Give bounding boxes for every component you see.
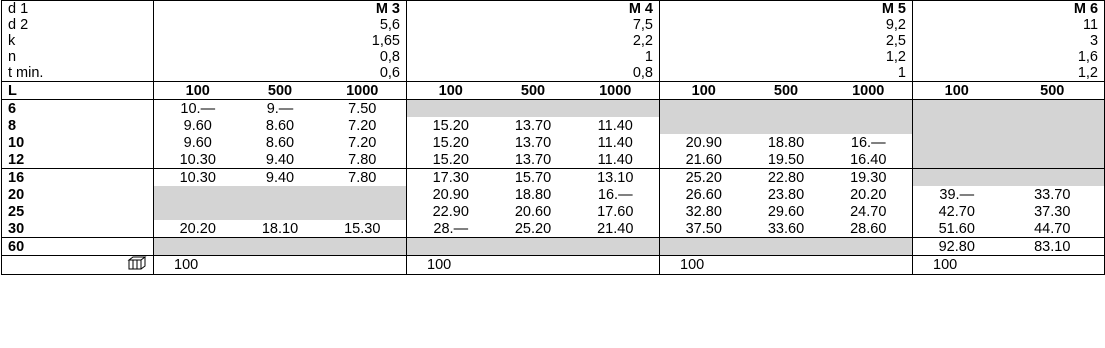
price-cell: 7.80 [348,151,377,168]
quantity-header: 1000 [572,82,660,100]
spec-value: 7,5 [407,17,660,33]
price-cell: 9.— [266,100,294,117]
price-cell: 29.60 [767,203,805,220]
price-cell: 17.60 [597,203,634,220]
price-cell [319,186,407,203]
spec-row [2,17,1105,33]
price-cell: 8.60 [265,117,295,134]
spec-value: M 6 [913,1,1105,18]
price-cell: 13.10 [572,169,660,187]
price-cell [572,238,660,256]
price-cell [748,100,825,118]
price-cell: 19.50 [767,151,805,168]
length-value: 60 [2,238,154,256]
table-row [2,203,1105,220]
spec-value: M 3 [154,1,407,18]
quantity-header: 100 [407,82,495,100]
quantity-header: 1000 [825,82,913,100]
price-cell: 16.— [850,134,886,151]
price-cell: 7.50 [348,100,377,117]
price-cell [913,169,1001,187]
table-row [2,238,1105,256]
price-cell: 10.— [154,100,242,118]
length-value: 10 [8,134,25,151]
spec-value: 2,2 [407,33,660,49]
packaging-quantity: 100 [660,256,913,275]
price-cell [1001,117,1105,134]
price-cell: 18.10 [261,220,299,237]
price-cell [319,203,407,220]
price-cell [660,117,748,134]
quantity-header: 100 [913,82,1001,100]
price-cell [495,238,572,256]
length-value: 8 [8,117,17,134]
packaging-row [2,256,1105,275]
price-cell [495,100,572,118]
spec-value: 0,6 [154,65,407,82]
spec-row [2,49,1105,65]
spec-row [2,65,1105,82]
quantity-header: 500 [495,82,572,100]
price-cell: 10.30 [154,169,242,187]
price-cell [913,100,1001,118]
price-cell: 23.80 [767,186,805,203]
spec-value: 1 [407,49,660,65]
length-value: 16 [2,169,154,187]
spec-value: 5,6 [154,17,407,33]
spec-value: 1,6 [913,49,1105,65]
price-cell: 7.20 [348,134,377,151]
price-cell: 10.30 [154,151,242,169]
quantity-header: 100 [154,82,242,100]
spec-value: M 4 [407,1,660,18]
table-row [2,134,1105,151]
price-cell [660,238,748,256]
length-value: 6 [8,100,17,117]
price-cell: 7.80 [319,169,407,187]
price-cell: 18.80 [514,186,552,203]
table-row [2,151,1105,169]
packaging-quantity: 100 [154,256,407,275]
price-cell [660,100,748,118]
spec-label: d 2 [8,17,29,33]
price-cell: 9.60 [154,134,242,151]
price-cell: 15.20 [407,117,495,134]
price-cell: 25.20 [660,169,748,187]
price-cell [1001,100,1105,118]
quantity-header: 500 [242,82,319,100]
spec-value: 11 [913,17,1105,33]
price-cell: 7.20 [348,117,377,134]
price-cell [242,186,319,203]
price-cell: 16.— [597,186,633,203]
price-table [1,0,1105,275]
packaging-label [2,256,154,275]
spec-value: 3 [913,33,1105,49]
spec-label: k [8,33,16,49]
price-cell: 13.70 [514,151,552,168]
table-row [2,100,1105,118]
spec-value: M 5 [660,1,913,18]
price-cell: 21.40 [597,220,634,237]
price-cell [1001,169,1105,187]
price-cell: 42.70 [913,203,1001,220]
price-cell [1001,134,1105,151]
price-cell: 8.60 [265,134,295,151]
price-cell: 37.50 [660,220,748,238]
price-cell: 9.40 [242,169,319,187]
price-cell: 83.10 [1001,238,1105,256]
price-cell [913,134,1001,151]
packaging-quantity: 100 [913,256,1105,275]
price-cell [825,117,913,134]
spec-value: 1 [660,65,913,82]
price-cell: 11.40 [597,151,633,168]
price-cell: 20.20 [850,186,887,203]
price-cell: 25.20 [514,220,552,237]
price-cell: 11.40 [597,134,633,151]
price-cell [825,100,913,118]
price-cell [154,186,242,203]
price-cell [319,238,407,256]
spec-label: d 1 [8,1,29,17]
length-header: L [2,82,154,100]
price-cell: 15.30 [344,220,381,237]
price-cell: 13.70 [514,117,552,134]
price-cell [242,203,319,220]
spec-value: 0,8 [407,65,660,82]
price-cell: 20.60 [514,203,552,220]
price-cell: 22.80 [748,169,825,187]
price-cell: 15.20 [407,151,495,169]
price-cell [1001,151,1105,169]
price-cell: 20.90 [660,134,748,151]
spec-value: 2,5 [660,33,913,49]
table-row [2,117,1105,134]
price-cell: 37.30 [1034,203,1071,220]
packaging-quantity: 100 [407,256,660,275]
table-row [2,220,1105,238]
spec-label: n [8,49,17,65]
quantity-header: 500 [748,82,825,100]
spec-value: 1,65 [154,33,407,49]
price-cell: 51.60 [913,220,1001,238]
spec-row [2,33,1105,49]
price-cell: 13.70 [514,134,552,151]
price-cell: 32.80 [660,203,748,220]
price-cell: 33.70 [1034,186,1071,203]
quantity-header: 1000 [319,82,407,100]
price-cell: 26.60 [660,186,748,203]
spec-value: 9,2 [660,17,913,33]
spec-label: t min. [8,65,44,81]
length-value: 25 [8,203,25,220]
price-cell [154,203,242,220]
length-value: 20 [8,186,25,203]
price-cell: 9.60 [154,117,242,134]
price-cell [154,238,242,256]
price-cell: 24.70 [850,203,887,220]
quantity-header: 100 [660,82,748,100]
package-box-icon [125,256,147,274]
price-cell: 28.— [407,220,495,238]
table-row [2,186,1105,203]
price-cell [748,117,825,134]
quantity-header: 500 [1001,82,1105,100]
price-cell: 92.80 [913,238,1001,256]
spec-value: 1,2 [660,49,913,65]
price-cell [913,117,1001,134]
price-cell: 16.40 [850,151,887,168]
price-cell [242,238,319,256]
price-cell: 39.— [913,186,1001,203]
price-cell [825,238,913,256]
price-cell [407,100,495,118]
price-cell: 28.60 [850,220,887,237]
quantity-header-row [2,82,1105,100]
price-cell: 33.60 [767,220,805,237]
table-row [2,169,1105,187]
price-cell [913,151,1001,169]
price-cell: 44.70 [1034,220,1071,237]
price-cell [748,238,825,256]
price-cell: 15.20 [407,134,495,151]
length-value: 30 [8,220,25,237]
price-cell: 18.80 [767,134,805,151]
price-cell: 9.40 [265,151,295,168]
length-value: 12 [8,151,25,168]
spec-value: 1,2 [913,65,1105,82]
spec-value: 0,8 [154,49,407,65]
price-cell: 20.90 [407,186,495,203]
price-cell [407,238,495,256]
price-cell: 15.70 [495,169,572,187]
spec-row [2,1,1105,18]
price-cell: 19.30 [825,169,913,187]
price-cell: 21.60 [660,151,748,169]
table-body [2,1,1105,275]
price-cell: 22.90 [407,203,495,220]
price-cell: 20.20 [154,220,242,238]
price-cell [572,100,660,118]
price-cell: 11.40 [597,117,633,134]
price-cell: 17.30 [407,169,495,187]
